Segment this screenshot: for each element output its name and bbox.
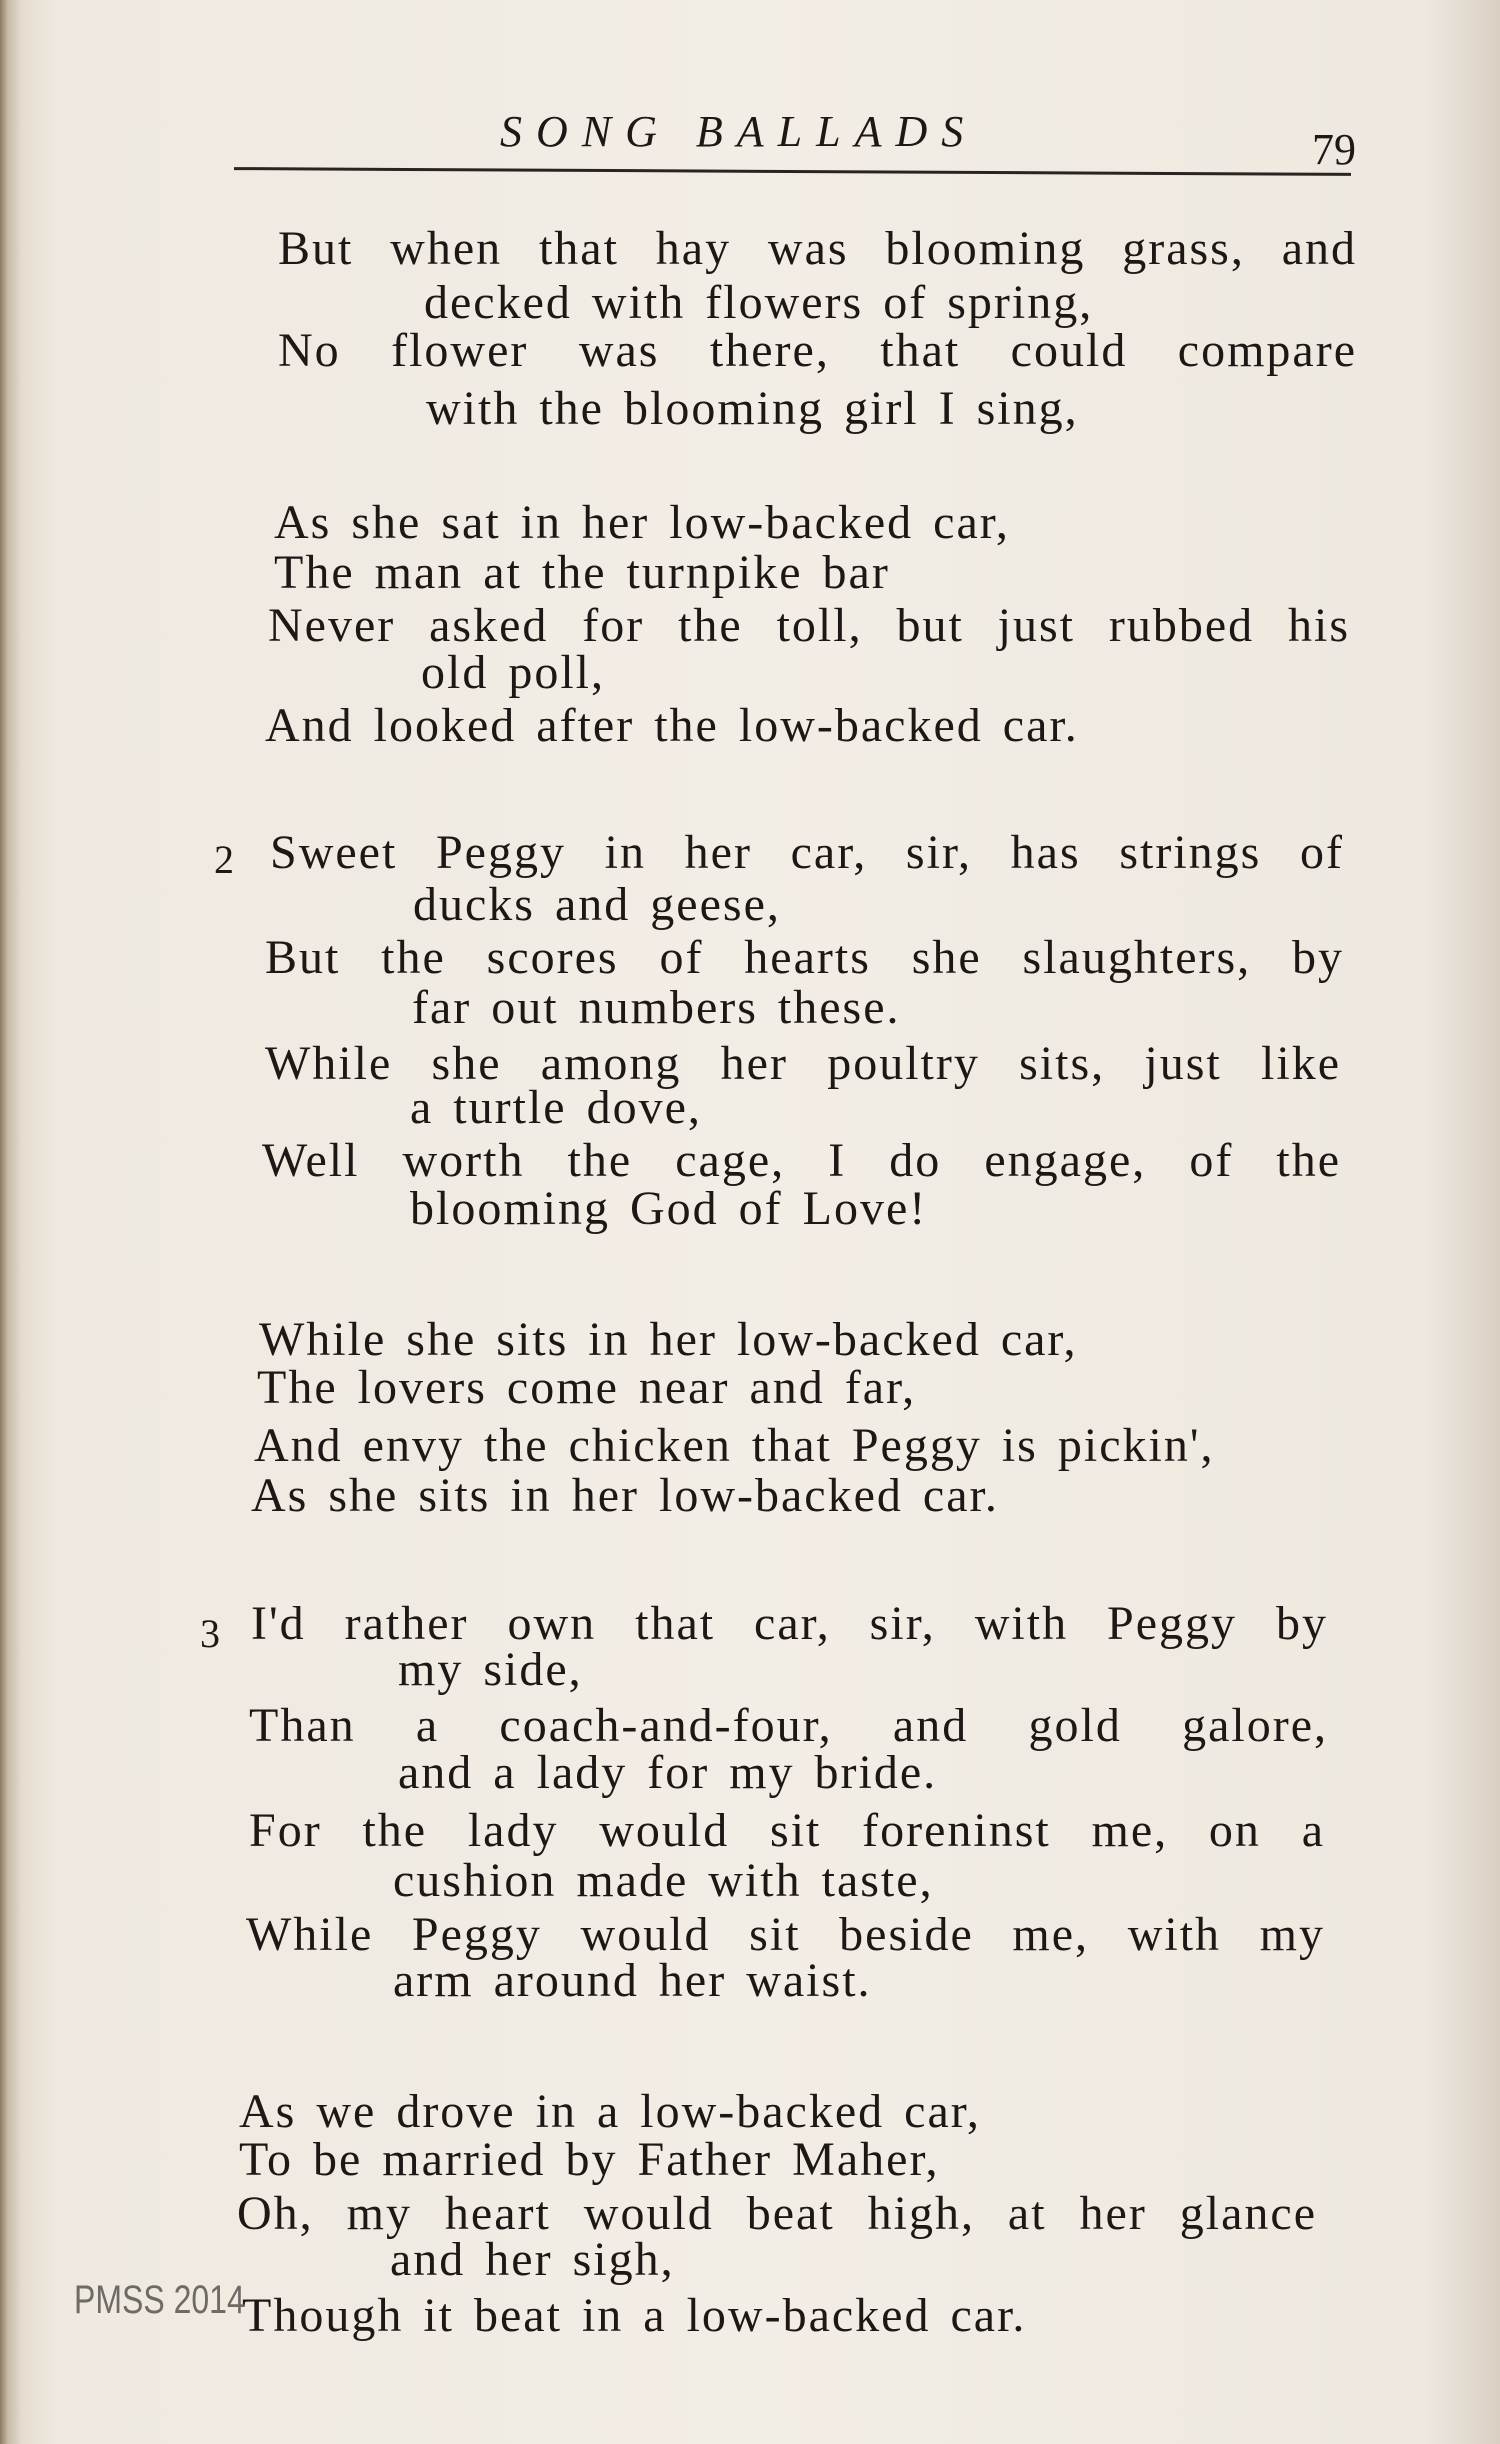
poem-line: a turtle dove,: [410, 1081, 702, 1134]
poem-line: and her sigh,: [390, 2233, 675, 2286]
poem-line: my side,: [398, 1643, 583, 1696]
poem-line: Oh, my heart would beat high, at her glance: [237, 2187, 1317, 2240]
poem-line: The lovers come near and far,: [257, 1361, 917, 1414]
poem-line: Sweet Peggy in her car, sir, has strings of: [270, 826, 1344, 879]
poem-line: To be married by Father Maher,: [239, 2133, 940, 2186]
poem-line: blooming God of Love!: [410, 1182, 928, 1235]
poem-line: But when that hay was blooming grass, and: [278, 222, 1357, 275]
header-rule: [234, 167, 1351, 176]
poem-line: Though it beat in a low-backed car.: [242, 2289, 1027, 2342]
poem-line: As we drove in a low-backed car,: [239, 2085, 981, 2138]
poem-line: Well worth the cage, I do engage, of the: [262, 1134, 1341, 1187]
page-number: 79: [1312, 125, 1356, 174]
verse-number: 3: [200, 1611, 220, 1656]
poem-line: As she sits in her low-backed car.: [251, 1469, 999, 1522]
poem-line: decked with flowers of spring,: [424, 276, 1094, 329]
poem-line: and a lady for my bride.: [398, 1746, 938, 1799]
poem-line: ducks and geese,: [413, 878, 781, 931]
poem-line: While she sits in her low-backed car,: [259, 1313, 1078, 1366]
poem-line: No flower was there, that could compare: [278, 324, 1357, 377]
poem-line: with the blooming girl I sing,: [426, 382, 1079, 435]
poem-line: While Peggy would sit beside me, with my: [246, 1908, 1325, 1961]
poem-line: For the lady would sit foreninst me, on a: [249, 1804, 1325, 1857]
poem-line: As she sat in her low-backed car,: [274, 496, 1010, 549]
poem-line: But the scores of hearts she slaughters, by: [265, 931, 1344, 984]
poem-line: While she among her poultry sits, just like: [265, 1037, 1341, 1090]
poem-line: And envy the chicken that Peggy is pickin',: [254, 1419, 1215, 1472]
watermark: PMSS 2014: [74, 2278, 245, 2322]
poem-line: Than a coach-and-four, and gold galore,: [249, 1699, 1328, 1752]
poem-line: cushion made with taste,: [393, 1854, 934, 1907]
poem-line: far out numbers these.: [412, 981, 901, 1034]
poem-line: arm around her waist.: [393, 1954, 872, 2007]
poem-line: I'd rather own that car, sir, with Peggy by: [251, 1597, 1328, 1650]
poem-line: Never asked for the toll, but just rubbed his: [268, 599, 1350, 652]
poem-line: old poll,: [421, 646, 606, 699]
poem-line: And looked after the low-backed car.: [265, 699, 1079, 752]
verse-number: 2: [214, 837, 234, 882]
running-head: SONG BALLADS: [500, 107, 978, 156]
poem-line: The man at the turnpike bar: [274, 546, 890, 599]
